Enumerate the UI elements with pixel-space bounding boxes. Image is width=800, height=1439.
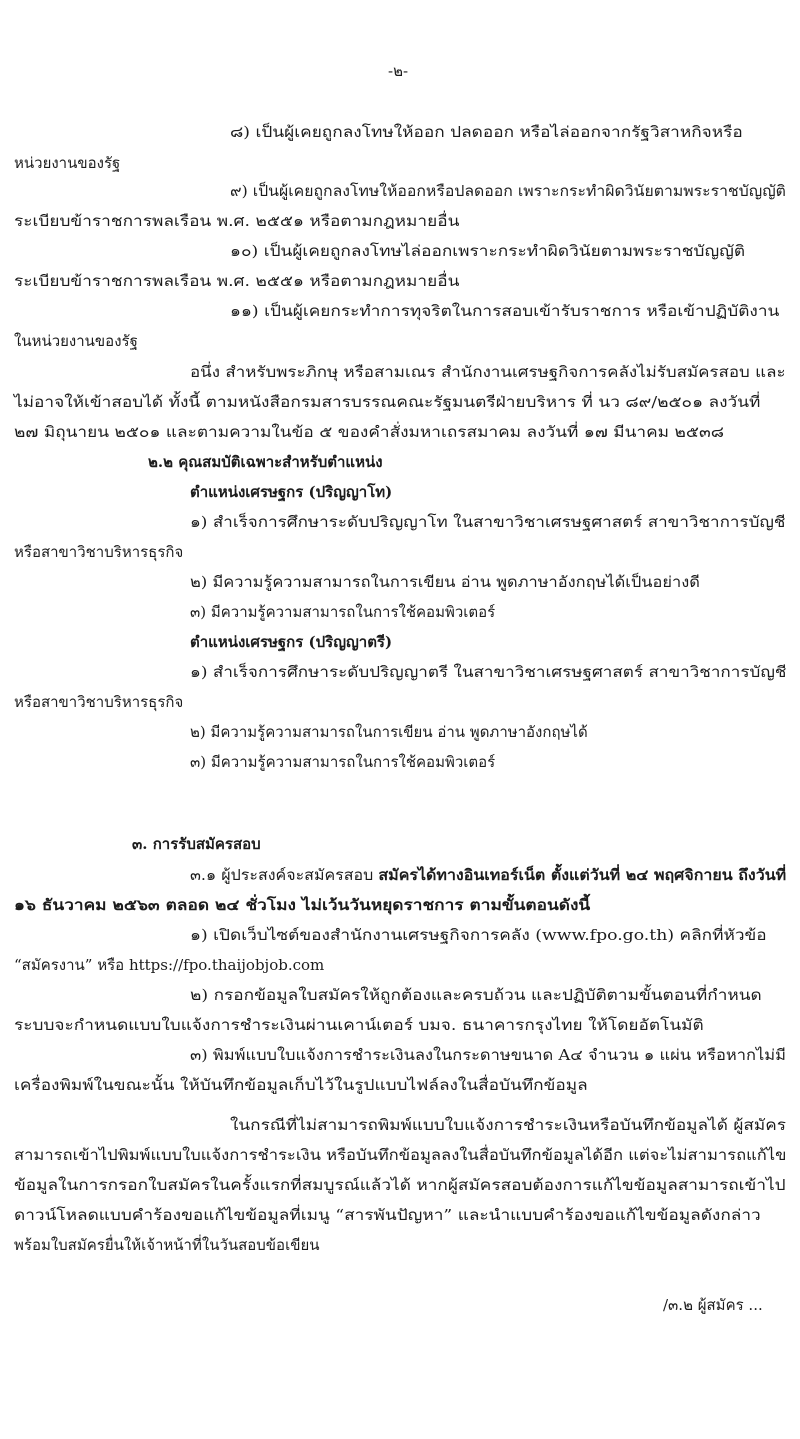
text-normal: ๓.๑ ผู้ประสงค์จะสมัครสอบ (190, 866, 379, 884)
text-line: “สมัครงาน” หรือ https://fpo.thaijobjob.com (14, 956, 325, 974)
text-line: ๙) เป็นผู้เคยถูกลงโทษให้ออกหรือปลดออก เพราะกระทำผิดวินัยตามพระราชบัญญัติ (230, 182, 786, 200)
section-heading: ๒.๒ คุณสมบัติเฉพาะสำหรับตำแหน่ง (148, 453, 383, 471)
text-line: ในกรณีที่ไม่สามารถพิมพ์แบบใบแจ้งการชำระเงินหรือบันทึกข้อมูลได้ ผู้สมัคร (230, 1116, 786, 1134)
text-line: เครื่องพิมพ์ในขณะนั้น ให้บันทึกข้อมูลเก็บไว้ในรูปแบบไฟล์ลงในสื่อบันทึกข้อมูล (14, 1076, 588, 1094)
text-line-bold: ๑๖ ธันวาคม ๒๕๖๓ ตลอด ๒๔ ชั่วโมง ไม่เว้นวันหยุดราชการ ตามขั้นตอนดังนี้ (14, 896, 591, 914)
text-line: ๓) มีความรู้ความสามารถในการใช้คอมพิวเตอร์ (190, 753, 496, 771)
section-heading: ๓. การรับสมัครสอบ (132, 835, 261, 853)
text-line: พร้อมใบสมัครยื่นให้เจ้าหน้าที่ในวันสอบข้อเขียน (14, 1236, 320, 1254)
text-line: ระเบียบข้าราชการพลเรือน พ.ศ. ๒๕๕๑ หรือตามกฎหมายอื่น (14, 272, 460, 290)
text-line: ๑๑) เป็นผู้เคยกระทำการทุจริตในการสอบเข้ารับราชการ หรือเข้าปฏิบัติงาน (230, 302, 780, 320)
text-line: หรือสาขาวิชาบริหารธุรกิจ (14, 543, 184, 561)
text-line: ๘) เป็นผู้เคยถูกลงโทษให้ออก ปลดออก หรือไล่ออกจากรัฐวิสาหกิจหรือ (230, 123, 743, 141)
text-line: ๒) กรอกข้อมูลใบสมัครให้ถูกต้องและครบถ้วน และปฏิบัติตามขั้นตอนที่กำหนด (190, 986, 762, 1004)
continuation-note: /๓.๒ ผู้สมัคร ... (663, 1296, 763, 1314)
text-line: ๓) พิมพ์แบบใบแจ้งการชำระเงินลงในกระดาษขนาด A๔ จำนวน ๑ แผ่น หรือหากไม่มี (190, 1046, 786, 1064)
page-number: -๒- (388, 62, 409, 80)
text-line: ในหน่วยงานของรัฐ (14, 332, 138, 350)
text-line: ๒) มีความรู้ความสามารถในการเขียน อ่าน พูดภาษาอังกฤษได้ (190, 723, 588, 741)
text-bold: สมัครได้ทางอินเทอร์เน็ต ตั้งแต่วันที่ ๒๔ พฤศจิกายน ถึงวันที่ (378, 866, 787, 884)
text-line: ๓) มีความรู้ความสามารถในการใช้คอมพิวเตอร์ (190, 603, 496, 621)
text-line: ไม่อาจให้เข้าสอบได้ ทั้งนี้ ตามหนังสือกรมสารบรรณคณะรัฐมนตรีฝ่ายบริหาร ที่ นว ๘๙/๒๕๐๑ ลงวันที่ (14, 393, 761, 411)
text-line: อนึ่ง สำหรับพระภิกษุ หรือสามเณร สำนักงานเศรษฐกิจการคลังไม่รับสมัครสอบ และ (190, 363, 786, 381)
text-line: ๒๗ มิถุนายน ๒๕๐๑ และตามความในข้อ ๕ ของคำสั่งมหาเถรสมาคม ลงวันที่ ๑๗ มีนาคม ๒๕๓๘ (14, 423, 725, 441)
text-line: ระบบจะกำหนดแบบใบแจ้งการชำระเงินผ่านเคาน์เตอร์ บมจ. ธนาคารกรุงไทย ให้โดยอัตโนมัติ (14, 1016, 704, 1034)
position-heading: ตำแหน่งเศรษฐกร (ปริญญาตรี) (190, 633, 393, 651)
text-line: ๑) เปิดเว็บไซต์ของสำนักงานเศรษฐกิจการคลัง (www.fpo.go.th) คลิกที่หัวข้อ (190, 926, 767, 944)
text-line: หน่วยงานของรัฐ (14, 154, 121, 172)
text-line: ๑) สำเร็จการศึกษาระดับปริญญาโท ในสาขาวิชาเศรษฐศาสตร์ สาขาวิชาการบัญชี (190, 513, 786, 531)
text-line: ข้อมูลในการกรอกใบสมัครในครั้งแรกที่สมบูรณ์แล้วได้ หากผู้สมัครสอบต้องการแก้ไขข้อมูลสามารถเข้าไป (14, 1176, 786, 1194)
text-line-3-1 (190, 864, 786, 886)
text-line: ระเบียบข้าราชการพลเรือน พ.ศ. ๒๕๕๑ หรือตามกฎหมายอื่น (14, 212, 460, 230)
text-line: ดาวน์โหลดแบบคำร้องขอแก้ไขข้อมูลที่เมนู “สารพันปัญหา” และนำแบบคำร้องขอแก้ไขข้อมูลดังกล่าว (14, 1206, 761, 1224)
text-line: ๑) สำเร็จการศึกษาระดับปริญญาตรี ในสาขาวิชาเศรษฐศาสตร์ สาขาวิชาการบัญชี (190, 663, 787, 681)
position-heading: ตำแหน่งเศรษฐกร (ปริญญาโท) (190, 483, 393, 501)
text-line: หรือสาขาวิชาบริหารธุรกิจ (14, 693, 184, 711)
text-line: สามารถเข้าไปพิมพ์แบบใบแจ้งการชำระเงิน หรือบันทึกข้อมูลลงในสื่อบันทึกข้อมูลได้อีก แต่จะไม่สามารถแก้ไข (14, 1146, 787, 1164)
text-line: ๑๐) เป็นผู้เคยถูกลงโทษไล่ออกเพราะกระทำผิดวินัยตามพระราชบัญญัติ (230, 242, 746, 260)
text-line: ๒) มีความรู้ความสามารถในการเขียน อ่าน พูดภาษาอังกฤษได้เป็นอย่างดี (190, 573, 700, 591)
